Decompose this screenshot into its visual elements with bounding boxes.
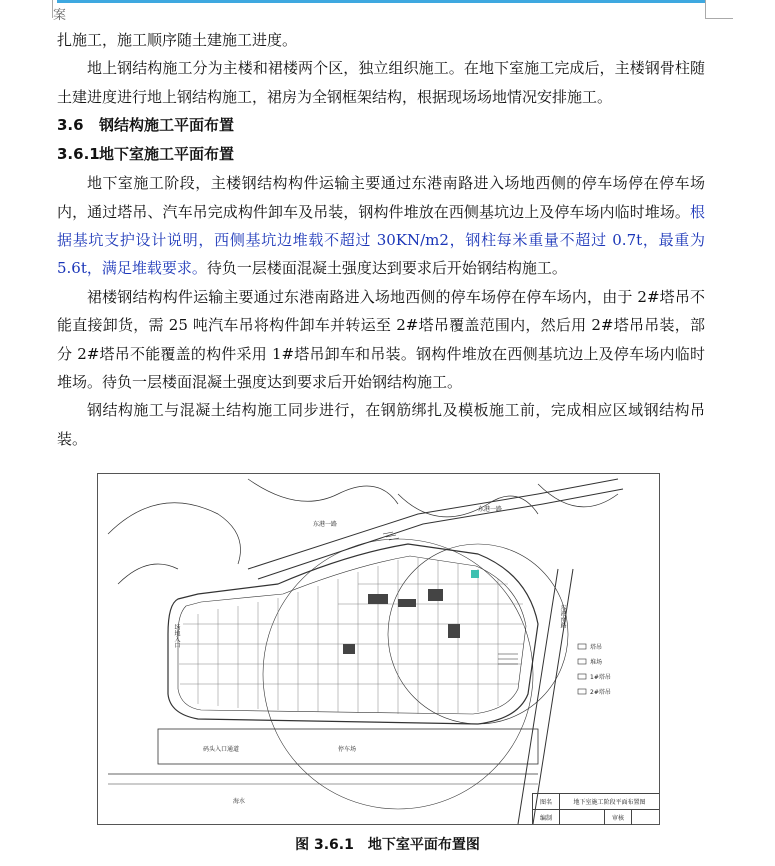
document-body [57, 26, 705, 453]
label-road-east-1b: 东港一路 [478, 506, 503, 513]
header-cut-text: 案 [53, 8, 67, 23]
tower-crane-marker [471, 570, 479, 578]
paragraph-5: 钢结构施工与混凝土结构施工同步进行，在钢筋绑扎及模板施工前，完成相应区域钢结构吊装。 [57, 401, 705, 448]
legend-item-2: 堆场 [590, 659, 603, 666]
label-dock-entry: 码头入口通道 [203, 746, 240, 753]
title-block-draw-label: 编制 [533, 810, 560, 825]
title-block-row-sign [533, 810, 659, 825]
paragraph-3-text-b: 待负一层楼面混凝土强度达到要求后开始钢结构施工。 [206, 259, 567, 278]
paragraph-3-text-a: 地下室施工阶段，主楼钢结构构件运输主要通过东港南路进入场地西侧的停车场停在停车场内，通过塔吊、汽车吊完成构件卸车及吊装，钢构件堆放在西侧基坑边上及停车场内临时堆场。 [57, 174, 705, 221]
title-block-review-label: 审核 [605, 810, 632, 825]
title-block-name-label: 图名 [533, 794, 560, 809]
site-plan-figure [97, 473, 660, 825]
section-heading-3-6 [57, 111, 705, 140]
legend-item-4: 2#塔吊 [590, 689, 611, 696]
subsection-title: 地下室施工平面布置 [99, 145, 235, 164]
paragraph-4: 裙楼钢结构构件运输主要通过东港南路进入场地西侧的停车场停在停车场内，由于 2#塔吊不能直接卸货，需 25 吨汽车吊将构件卸车并转运至 2#塔吊覆盖范围内，然后用 2#塔吊吊装，部分 2#塔吊不能覆盖的构件采用 1#塔吊卸车和吊装。钢构件堆放在西侧基坑边上及停车场内临时堆场。待负一层楼面混凝土强度达到要求后开始钢结构施工。 [57, 287, 705, 392]
label-road-south: 东港南路 [559, 604, 566, 628]
drawing-title-block [532, 793, 659, 824]
crop-mark-right-horizontal [705, 18, 733, 19]
subsection-number: 3.6.1 [57, 145, 100, 164]
title-block-row-name [533, 794, 659, 810]
title-block-draw-value [560, 810, 605, 825]
section-heading-3-6-1 [57, 140, 705, 169]
paragraph-1: 扎施工，施工顺序随土建施工进度。 [57, 31, 298, 49]
label-road-east-1a: 东港一路 [313, 521, 338, 528]
site-plan-drawing [98, 474, 659, 824]
paragraph-3 [57, 169, 705, 283]
figure-caption: 图 3.6.1 地下室平面布置图 [295, 837, 480, 853]
title-block-name-value: 地下室施工阶段平面布置图 [573, 799, 646, 806]
crop-mark-right [705, 0, 706, 18]
label-parking: 停车场 [338, 746, 357, 753]
label-sea: 海水 [233, 798, 246, 805]
paragraph-3-highlight: 根据基坑支护设计说明，西侧基坑边堆载不超过 30KN/m2，钢柱每米重量不超过 0.7t，最重为 5.6t，满足堆载要求。 [57, 202, 705, 278]
section-title: 钢结构施工平面布置 [99, 116, 235, 135]
legend-item-3: 1#塔吊 [590, 674, 611, 681]
title-block-review-value [632, 810, 659, 825]
label-site-entry: 场地入口 [173, 624, 180, 648]
section-number: 3.6 [57, 116, 84, 135]
legend-item-1: 塔吊 [590, 644, 603, 651]
paragraph-2: 地上钢结构施工分为主楼和裙楼两个区，独立组织施工。在地下室施工完成后，主楼钢骨柱随土建进度进行地上钢结构施工，裙房为全钢框架结构，根据现场场地情况安排施工。 [57, 59, 705, 106]
page-top-accent-bar [57, 0, 705, 3]
